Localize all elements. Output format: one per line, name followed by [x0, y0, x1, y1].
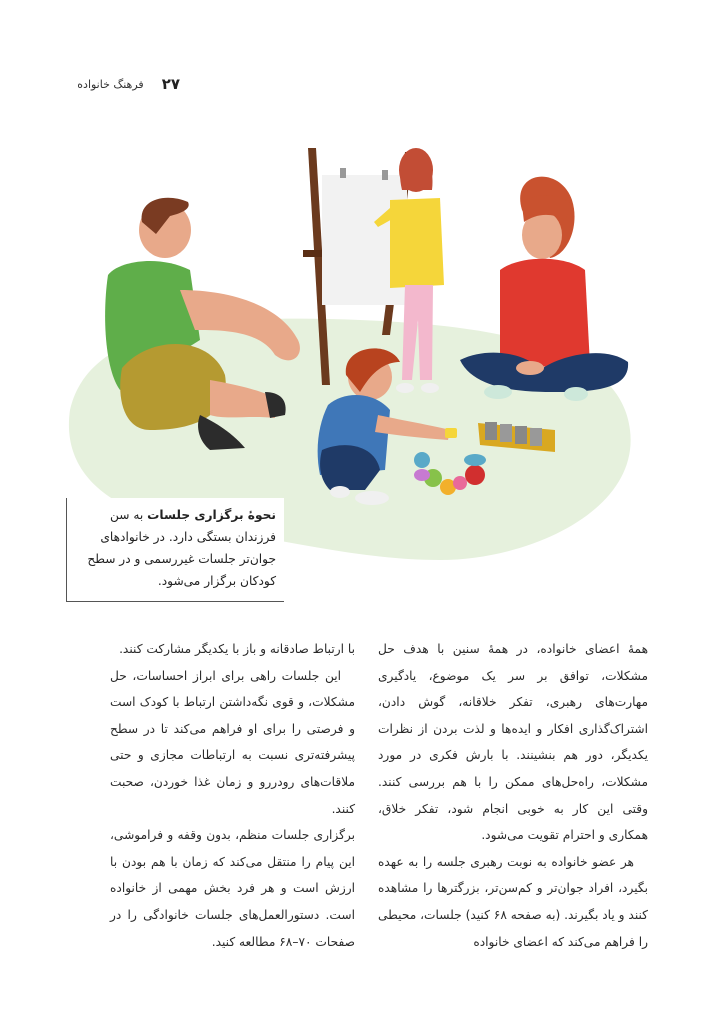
- body-column-left: [110, 636, 355, 955]
- page-header: [60, 74, 180, 94]
- paragraph: هر عضو خانواده به نوبت رهبری جلسه را به عهده بگیرد، افراد جوان‌تر و کم‌سن‌تر، بزرگترها را مشاهده کنند و یاد بگیرند. (به صفحه ۶۸ کنید) جلسات، محیطی را فراهم می‌کند که اعضای خانواده: [378, 854, 648, 949]
- page-number: ۲۷: [161, 75, 180, 93]
- caption-bold: نحوهٔ برگزاری جلسات: [147, 508, 276, 522]
- running-title: فرهنگ خانواده: [77, 77, 144, 91]
- paragraph: با ارتباط صادقانه و باز با یکدیگر مشارکت کنند.: [119, 642, 355, 656]
- caption-text: به سن فرزندان بستگی دارد. در خانوادهای جوان‌تر جلسات غیررسمی و در سطح کودکان برگزار می‌شود.: [87, 508, 276, 588]
- mother-figure: [460, 177, 628, 401]
- paragraph: برگزاری جلسات منظم، بدون وقفه و فراموشی، این پیام را منتقل می‌کند که زمان با هم بودن با ارزش است و هر فرد بخش مهمی از خانواده است. دستورالعمل‌های جلسات خانوادگی را در صفحات ۷۰–۶۸ مطالعه کنید.: [110, 828, 355, 949]
- paragraph: همهٔ اعضای خانواده، در همهٔ سنین با هدف حل مشکلات، توافق بر سر یک موضوع، یادگیری مهارت‌های رهبری، تفکر خلاقانه، گوش دادن، اشتراک‌گذاری افکار و ایده‌ها و لذت بردن از نظرات یکدیگر، دور هم بنشینند. با بارش فکری در مورد مشکلات، راه‌حل‌های ممکن را با هم بررسی کنند. وقتی این کار به خوبی انجام شود، تفکر خلاق، همکاری و احترام تقویت می‌شود.: [378, 642, 648, 843]
- image-caption: [75, 504, 276, 592]
- body-column-right: [378, 636, 648, 955]
- paragraph: این جلسات راهی برای ابراز احساسات، حل مشکلات، و قوی نگه‌داشتن ارتباط با کودک است و فرصتی را برای او فراهم می‌کند تا در سطح پیشرفته‌تری نسبت به ارتباطات مجازی و حتی ملاقات‌های رودررو و زمان غذا خوردن، صحبت کنند.: [110, 668, 355, 816]
- caption-box: [66, 498, 284, 602]
- father-figure: [105, 198, 300, 450]
